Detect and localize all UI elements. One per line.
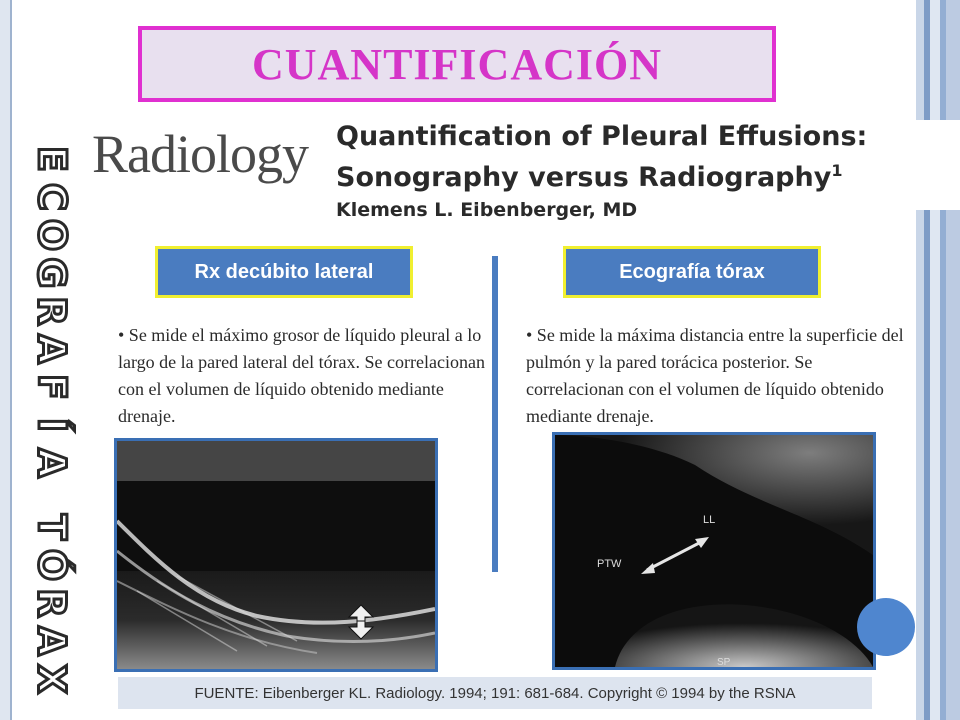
radiology-logo: Radiology [92,124,308,184]
vertical-letter: A [29,334,74,364]
tag-ecografia-torax: Ecografía tórax [563,246,821,298]
right-decorative-stripes [916,0,960,720]
left-description: • Se mide el máximo grosor de líquido pleural a lo largo de la pared lateral del tórax. Se correlacionan con el volumen de líquido obtenido mediante drenaje. [118,325,485,426]
vertical-letter: F [30,374,74,400]
title-box [138,26,776,102]
slide-title: CUANTIFICACIÓN [251,39,663,89]
left-rail [0,0,12,720]
vertical-letter: A [29,626,74,656]
column-divider [492,256,498,572]
vertical-letter: C [29,183,74,211]
vertical-letter: O [30,218,74,252]
vertical-letter: R [29,296,74,326]
vertical-letter: T [29,514,74,540]
ultrasound-illustration [555,435,873,667]
vertical-letter: E [30,146,74,172]
radiograph-image [114,438,438,672]
article-title-line1: Quantification of Pleural Effusions: [336,121,868,152]
label-ll: LL [703,514,716,526]
vertical-letter: X [30,664,74,694]
label-sp: SP [717,657,731,667]
decorative-circle [857,598,915,656]
article-title-line2-text: Sonography versus Radiography [336,162,832,193]
radiograph-illustration [117,441,435,669]
source-citation: FUENTE: Eibenberger KL. Radiology. 1994; 191: 681-684. Copyright © 1994 by the RSNA [118,677,872,709]
vertical-letter: A [29,448,74,478]
label-ptw: PTW [597,558,622,570]
article-header [336,120,960,221]
vertical-letter: Í [29,417,74,433]
ultrasound-image [552,432,876,670]
vertical-letter: G [29,257,74,289]
article-title-superscript: 1 [831,161,843,180]
article-title-line2 [336,154,960,195]
tag-rx-decubito: Rx decúbito lateral [155,246,413,298]
vertical-word [22,140,82,698]
vertical-letter: R [29,588,74,618]
article-author: Klemens L. Eibenberger, MD [336,199,638,221]
right-description: • Se mide la máxima distancia entre la superficie del pulmón y la pared torácica posterior. Se correlacionan con el volumen de líquido obtenido mediante drenaje. [526,325,904,426]
vertical-letter: Ó [30,548,74,582]
